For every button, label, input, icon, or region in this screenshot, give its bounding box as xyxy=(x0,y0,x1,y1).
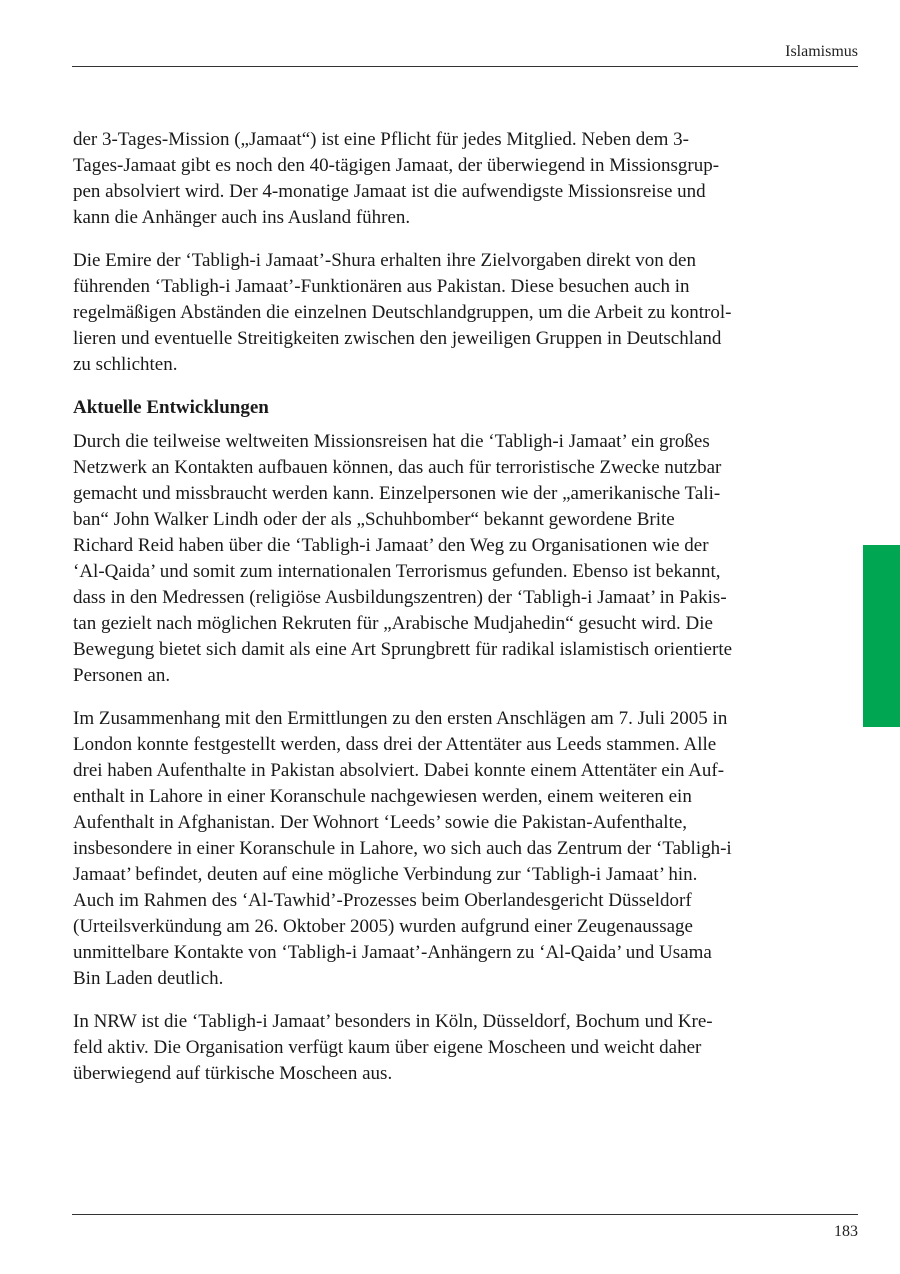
paragraph-1 xyxy=(73,127,813,231)
text-line: insbesondere in einer Koranschule in Lahore, wo sich auch das Zentrum der ‘Tabligh-i xyxy=(73,838,732,859)
paragraph-3 xyxy=(73,429,813,689)
paragraph-4 xyxy=(73,706,813,992)
text-line: pen absolviert wird. Der 4-monatige Jamaat ist die aufwendigste Missionsreise und xyxy=(73,181,706,202)
text-line: gemacht und missbraucht werden kann. Einzelpersonen wie der „amerikanische Tali- xyxy=(73,483,721,504)
paragraph-5 xyxy=(73,1009,813,1087)
text-line: lieren und eventuelle Streitigkeiten zwischen den jeweiligen Gruppen in Deutschland xyxy=(73,328,722,349)
footer-rule xyxy=(72,1214,858,1215)
text-line: ‘Al-Qaida’ und somit zum internationalen Terrorismus gefunden. Ebenso ist bekannt, xyxy=(73,561,721,582)
text-line: tan gezielt nach möglichen Rekruten für „Arabische Mudjahedin“ gesucht wird. Die xyxy=(73,613,713,634)
text-line: Auch im Rahmen des ‘Al-Tawhid’-Prozesses beim Oberlandesgericht Düsseldorf xyxy=(73,890,692,911)
page-body xyxy=(73,127,813,1104)
text-line: Netzwerk an Kontakten aufbauen können, das auch für terroristische Zwecke nutzbar xyxy=(73,457,722,478)
text-line: Aufenthalt in Afghanistan. Der Wohnort ‘Leeds’ sowie die Pakistan-Aufenthalte, xyxy=(73,812,688,833)
text-line: zu schlichten. xyxy=(73,354,178,375)
text-line: London konnte festgestellt werden, dass drei der Attentäter aus Leeds stammen. Alle xyxy=(73,734,717,755)
text-line: der 3-Tages-Mission („Jamaat“) ist eine Pflicht für jedes Mitglied. Neben dem 3- xyxy=(73,129,689,150)
text-line: drei haben Aufenthalte in Pakistan absolviert. Dabei konnte einem Attentäter ein Auf- xyxy=(73,760,725,781)
text-line: überwiegend auf türkische Moscheen aus. xyxy=(73,1063,393,1084)
section-heading: Aktuelle Entwicklungen xyxy=(73,397,269,418)
text-line: Bin Laden deutlich. xyxy=(73,968,224,989)
text-line: Durch die teilweise weltweiten Missionsreisen hat die ‘Tabligh-i Jamaat’ ein großes xyxy=(73,431,710,452)
text-line: Im Zusammenhang mit den Ermittlungen zu den ersten Anschlägen am 7. Juli 2005 in xyxy=(73,708,728,729)
text-line: kann die Anhänger auch ins Ausland führen. xyxy=(73,207,411,228)
text-line: In NRW ist die ‘Tabligh-i Jamaat’ besonders in Köln, Düsseldorf, Bochum und Kre- xyxy=(73,1011,713,1032)
header-rule xyxy=(72,66,858,67)
page-number: 183 xyxy=(834,1223,858,1240)
text-line: unmittelbare Kontakte von ‘Tabligh-i Jamaat’-Anhängern zu ‘Al-Qaida’ und Usama xyxy=(73,942,712,963)
text-line: Richard Reid haben über die ‘Tabligh-i Jamaat’ den Weg zu Organisationen wie der xyxy=(73,535,709,556)
section-thumb-tab xyxy=(863,545,900,727)
running-header-title: Islamismus xyxy=(785,43,858,60)
text-line: dass in den Medressen (religiöse Ausbildungszentren) der ‘Tabligh-i Jamaat’ in Pakis- xyxy=(73,587,727,608)
paragraph-2 xyxy=(73,248,813,378)
text-line: Die Emire der ‘Tabligh-i Jamaat’-Shura erhalten ihre Zielvorgaben direkt von den xyxy=(73,250,696,271)
text-line: regelmäßigen Abständen die einzelnen Deutschlandgruppen, um die Arbeit zu kontrol- xyxy=(73,302,732,323)
text-line: Bewegung bietet sich damit als eine Art Sprungbrett für radikal islamistisch orientierte xyxy=(73,639,733,660)
text-line: Jamaat’ befindet, deuten auf eine mögliche Verbindung zur ‘Tabligh-i Jamaat’ hin. xyxy=(73,864,698,885)
text-line: enthalt in Lahore in einer Koranschule nachgewiesen werden, einem weiteren ein xyxy=(73,786,692,807)
text-line: führenden ‘Tabligh-i Jamaat’-Funktionären aus Pakistan. Diese besuchen auch in xyxy=(73,276,690,297)
text-line: ban“ John Walker Lindh oder der als „Schuhbomber“ bekannt gewordene Brite xyxy=(73,509,675,530)
text-line: (Urteilsverkündung am 26. Oktober 2005) wurden aufgrund einer Zeugenaussage xyxy=(73,916,693,937)
text-line: Personen an. xyxy=(73,665,171,686)
text-line: feld aktiv. Die Organisation verfügt kaum über eigene Moscheen und weicht daher xyxy=(73,1037,702,1058)
text-line: Tages-Jamaat gibt es noch den 40-tägigen Jamaat, der überwiegend in Missionsgrup- xyxy=(73,155,720,176)
